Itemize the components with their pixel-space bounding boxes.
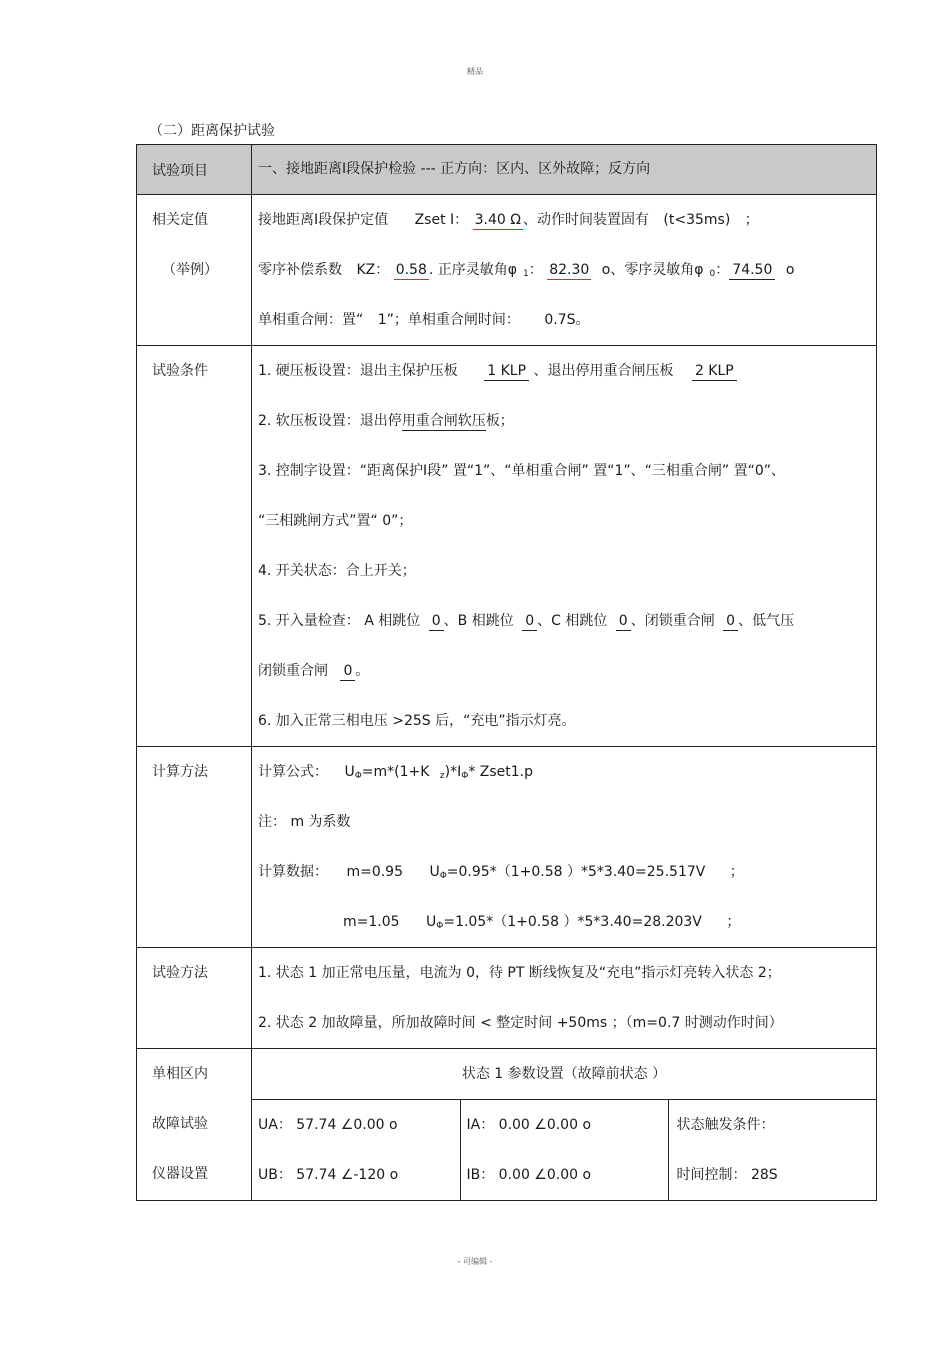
calc-label-cell — [137, 747, 252, 948]
m-value: m=1.05 — [343, 914, 400, 930]
positive-angle-label: . 正序灵敏角φ — [428, 262, 517, 278]
formula-u: U — [344, 764, 355, 780]
c-trip-label: 、C 相跳位 — [537, 613, 608, 629]
kz-value: 0.58 — [395, 262, 427, 278]
time-control: 时间控制： 28S — [676, 1167, 778, 1183]
method-step-1: 1. 状态 1 加正常电压量，电流为 0，待 PT 断线恢复及“充电”指示灯亮转入状态 2； — [258, 965, 781, 981]
conditions-label: 试验条件 — [152, 363, 208, 379]
semicolon: ； — [726, 914, 741, 930]
reclose-value: 1 — [377, 312, 387, 328]
zset-label: 接地距离Ⅰ段保护定值 — [258, 212, 389, 228]
settings-label-cell — [137, 195, 252, 346]
instrument-label-cell — [137, 1049, 252, 1201]
state-title: 状态 1 参数设置（故障前状态 ） — [461, 1066, 667, 1082]
settings-label: 相关定值 — [152, 212, 208, 228]
condition-1 — [252, 346, 876, 396]
action-time-value: (t<35ms) — [663, 212, 731, 228]
settings-line-1 — [252, 195, 876, 245]
item-label: 试验项目 — [152, 162, 208, 179]
low-pressure-label: 、低气压 — [738, 613, 795, 629]
method-label-cell — [137, 948, 252, 1049]
section-title: （二）距离保护试验 — [149, 123, 275, 139]
m-value: m=0.95 — [346, 864, 403, 880]
instrument-content-cell — [252, 1049, 877, 1201]
calc-note: 注： m 为系数 — [258, 814, 351, 830]
zero-angle-value: 74.50 — [729, 261, 775, 280]
condition-6: 6. 加入正常三相电压 >25S 后，“充电”指示灯亮。 — [258, 713, 576, 729]
settings-line-2 — [252, 245, 876, 295]
action-time-text: 、动作时间装置固有 — [522, 212, 649, 228]
item-label-cell — [137, 145, 252, 195]
header-mark: 精品 — [467, 67, 483, 76]
colon: ： — [715, 262, 730, 278]
conditions-label-cell — [137, 346, 252, 747]
method-content-cell — [252, 948, 877, 1049]
soft-plate-value: 用重合闸软压 — [401, 413, 486, 429]
formula-part: =m*(1+K — [361, 764, 430, 780]
positive-angle-value: 82.30 — [549, 262, 590, 278]
soft-plate-end: 板； — [485, 413, 514, 429]
phi-subscript: Φ — [461, 771, 469, 781]
calc-label: 计算方法 — [152, 764, 208, 780]
settings-content-cell — [252, 195, 877, 346]
lp-lockout-label: 闭锁重合闸 — [258, 663, 328, 679]
phi-subscript: Φ — [354, 771, 362, 781]
ua-setting: UA： 57.74 ∠0.00 o — [258, 1117, 398, 1133]
phi-subscript: Φ — [436, 921, 444, 931]
reclose-plate: 2 KLP — [692, 362, 737, 381]
zero-angle-label: o、零序灵敏角φ — [601, 262, 704, 278]
calc-data-2 — [252, 897, 876, 947]
reclose-time-value: 0.7S。 — [544, 312, 590, 328]
condition-3-cont: “三相跳闸方式”置“ 0”； — [258, 513, 413, 529]
phi0-subscript: 0 — [709, 269, 716, 279]
formula-label: 计算公式： — [258, 764, 328, 780]
instrument-label-2: 故障试验 — [152, 1116, 208, 1132]
calc-formula — [252, 747, 876, 797]
test-table — [136, 144, 877, 1201]
u-symbol: U — [426, 914, 437, 930]
a-trip-value: 0 — [429, 612, 444, 631]
reclose-plate-text: 、退出停用重合闸压板 — [533, 363, 674, 379]
condition-2 — [252, 396, 876, 446]
calc-data-label: 计算数据： — [258, 864, 328, 880]
period: 。 — [355, 663, 370, 679]
zset-symbol: Zset Ⅰ： — [414, 212, 469, 228]
condition-5 — [252, 596, 876, 646]
c-trip-value: 0 — [616, 612, 631, 631]
calc-result: =0.95*（1+0.58 ）*5*3.40=25.517V — [446, 864, 706, 880]
condition-3: 3. 控制字设置：“距离保护Ⅰ段” 置“1”、“单相重合闸” 置“1”、“三相重合闸” 置“0”、 — [258, 463, 786, 479]
condition-5-cont — [252, 646, 876, 696]
settings-label-example: （举例） — [162, 262, 218, 278]
state-table — [252, 1049, 876, 1200]
z-subscript: z — [439, 771, 445, 781]
zset-value: 3.40 Ω — [474, 212, 521, 228]
item-content: 一、接地距离Ⅰ段保护检验 --- 正方向：区内、区外故障；反方向 — [258, 161, 651, 177]
formula-part: )*I — [444, 764, 462, 780]
degree-mark: o — [785, 262, 795, 278]
reclose-time-label: ”；单相重合闸时间： — [386, 312, 520, 328]
footer-mark: - 可编辑 - — [457, 1257, 493, 1266]
ia-setting: IA： 0.00 ∠0.00 o — [466, 1117, 592, 1133]
trigger-condition: 状态触发条件： — [676, 1117, 775, 1133]
kz-symbol: KZ： — [356, 262, 390, 278]
calc-data-1 — [252, 847, 876, 897]
calc-result: =1.05*（1+0.58 ）*5*3.40=28.203V — [443, 914, 702, 930]
ub-setting: UB： 57.74 ∠-120 o — [258, 1167, 399, 1183]
u-symbol: U — [429, 864, 440, 880]
semicolon: ； — [729, 864, 744, 880]
semicolon: ； — [744, 212, 759, 228]
ib-setting: IB： 0.00 ∠0.00 o — [466, 1167, 592, 1183]
main-protection-plate: 1 KLP — [484, 362, 529, 381]
instrument-label-1: 单相区内 — [152, 1066, 208, 1082]
phi1-subscript: 1 — [523, 269, 529, 279]
item-content-cell — [252, 145, 877, 195]
a-trip-label: 5. 开入量检查： A 相跳位 — [258, 613, 421, 629]
reclose-label: 单相重合闸：置“ — [258, 312, 364, 328]
soft-plate-text: 2. 软压板设置：退出停 — [258, 413, 402, 429]
conditions-content-cell — [252, 346, 877, 747]
phi-subscript: Φ — [439, 871, 447, 881]
instrument-label-3: 仪器设置 — [152, 1166, 208, 1182]
b-trip-label: 、B 相跳位 — [443, 613, 514, 629]
calc-content-cell — [252, 747, 877, 948]
hard-plate-text: 1. 硬压板设置：退出主保护压板 — [258, 363, 458, 379]
formula-part: * Zset1.p — [468, 764, 534, 780]
colon: ： — [528, 262, 543, 278]
lockout-value: 0 — [723, 612, 738, 631]
lockout-label: 、闭锁重合闸 — [630, 613, 715, 629]
lp-lockout-value: 0 — [340, 662, 355, 681]
settings-line-3 — [252, 295, 876, 345]
b-trip-value: 0 — [522, 612, 537, 631]
kz-label: 零序补偿系数 — [258, 262, 342, 278]
method-step-2: 2. 状态 2 加故障量，所加故障时间 < 整定时间 +50ms ；（m=0.7 时测动作时间） — [258, 1015, 783, 1031]
method-label: 试验方法 — [152, 965, 208, 981]
condition-4: 4. 开关状态：合上开关； — [258, 563, 416, 579]
